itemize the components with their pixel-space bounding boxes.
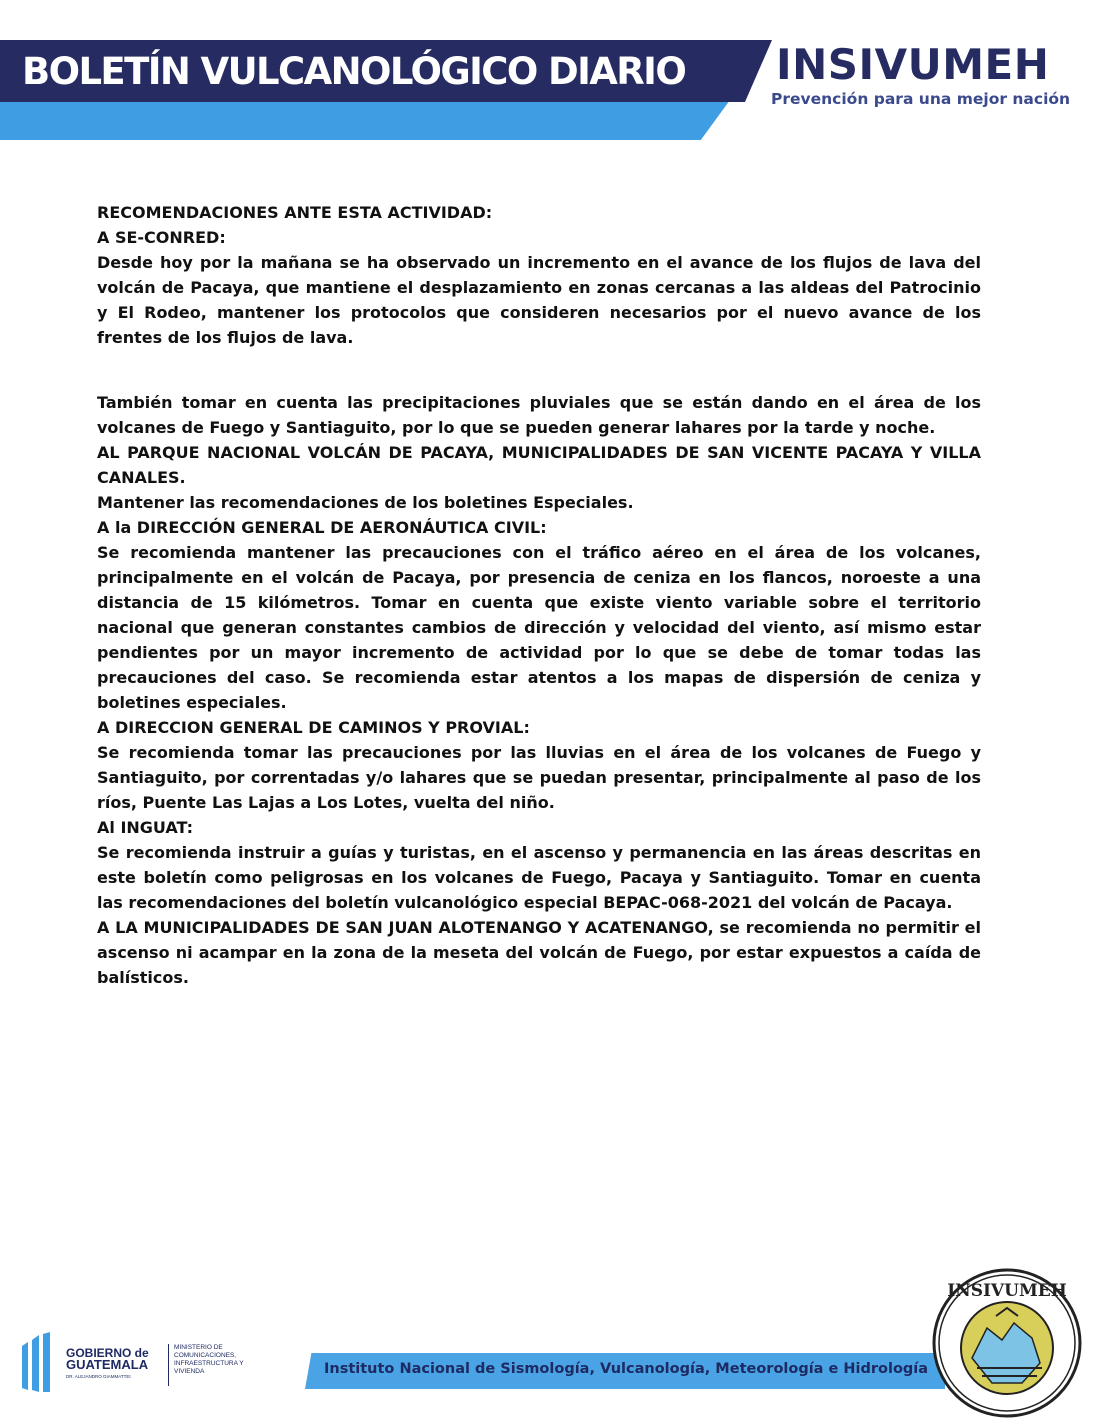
spacer [97,350,981,370]
conred-paragraph-2: También tomar en cuenta las precipitaciones pluviales que se están dando en el área de los volcanes de Fuego y Santiaguito, por lo que se pueden generar lahares por la tarde y noche. [97,393,981,437]
municipalidades-body: A LA MUNICIPALIDADES DE SAN JUAN ALOTENANGO Y ACATENANGO, se recomienda no permitir el ascenso ni acampar en la zona de la meseta del volcán de Fuego, por estar expuestos a caída de balísticos. [97,918,981,987]
insivumeh-tagline: Prevención para una mejor nación [771,90,1071,108]
gov-name-line2: GUATEMALA [66,1357,149,1372]
spacer [97,370,981,390]
conred-paragraph-1: Desde hoy por la mañana se ha observado un incremento en el avance de los flujos de lava del volcán de Pacaya, que mantiene el desplazamiento en zonas cercanas a las aldeas del Patrocinio y El Rodeo, mantener los protocolos que consideren necesarios por el nuevo avance de los frentes de los flujos de lava. [97,253,981,347]
parque-body: Mantener las recomendaciones de los boletines Especiales. [97,493,634,512]
gov-name-line1: GOBIERNO de [66,1346,149,1360]
insivumeh-logo-text: INSIVUMEH [776,40,1050,89]
aeronautica-title: A la DIRECCIÓN GENERAL DE AERONÁUTICA CIVIL: [97,518,547,537]
seal-text: INSIVUMEH [947,1281,1067,1301]
insivumeh-seal-icon [932,1268,1082,1418]
caminos-title: A DIRECCION GENERAL DE CAMINOS Y PROVIAL: [97,718,530,737]
parque-title: AL PARQUE NACIONAL VOLCÁN DE PACAYA, MUNICIPALIDADES DE SAN VICENTE PACAYA Y VILLA CANALES. [97,443,981,487]
guatemala-bars-icon [20,1332,62,1392]
inguat-body: Se recomienda instruir a guías y turistas, en el ascenso y permanencia en las áreas descritas en este boletín como peligrosas en los volcanes de Fuego, Pacaya y Santiaguito. Tomar en cuenta las recomendaciones del boletín vulcanológico especial BEPAC-068-2021 del volcán de Pacaya. [97,843,981,912]
ministry-name: MINISTERIO DE COMUNICACIONES, INFRAESTRUCTURA Y VIVIENDA [174,1344,244,1375]
recommendations-heading: RECOMENDACIONES ANTE ESTA ACTIVIDAD: [97,203,493,222]
caminos-body: Se recomienda tomar las precauciones por las lluvias en el área de los volcanes de Fuego y Santiaguito, por correntadas y/o lahares que se puedan presentar, principalmente al paso de los ríos, Puente Las Lajas a Los Lotes, vuelta del niño. [97,743,981,812]
bulletin-body [97,200,981,990]
conred-title: A SE-CONRED: [97,228,226,247]
aeronautica-body: Se recomienda mantener las precauciones con el tráfico aéreo en el área de los volcanes, principalmente en el volcán de Pacaya, por presencia de ceniza en los flancos, noroeste a una distancia de 15 kilómetros. Tomar en cuenta que existe viento variable sobre el territorio nacional que generan constantes cambios de dirección y velocidad del viento, así mismo estar pendientes por un mayor incremento de actividad por lo que se debe de tomar todas las precauciones del caso. Se recomienda estar atentos a los mapas de dispersión de ceniza y boletines especiales. [97,543,981,712]
inguat-title: Al INGUAT: [97,818,193,837]
header-accent-bar [0,100,730,140]
gobierno-guatemala-logo [20,1332,265,1392]
gov-divider [168,1344,169,1386]
gov-subtitle: DR. ALEJANDRO GIAMMATTEI [66,1374,131,1379]
institute-name: Instituto Nacional de Sismología, Vulcanología, Meteorología e Hidrología [324,1361,929,1377]
bulletin-title: BOLETÍN VULCANOLÓGICO DIARIO [22,50,686,93]
